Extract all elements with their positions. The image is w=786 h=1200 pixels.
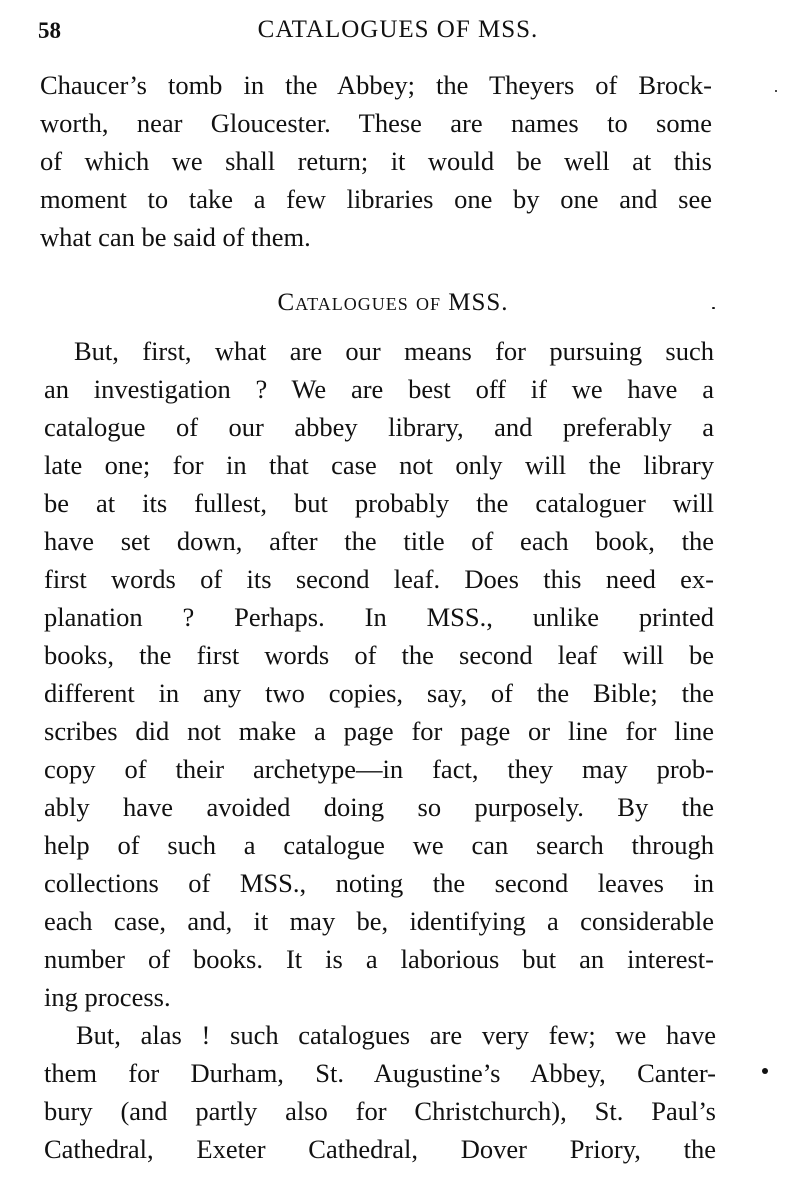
body-line: bury (and partly also for Christchurch), St. Paul’s <box>44 1096 716 1126</box>
body-line: planation ? Perhaps. In MSS., unlike printed <box>44 602 714 632</box>
body-line: help of such a catalogue we can search through <box>44 830 714 860</box>
body-line: books, the first words of the second leaf will be <box>44 640 714 670</box>
body-line: late one; for in that case not only will the library <box>44 450 714 480</box>
body-line: have set down, after the title of each book, the <box>44 526 714 556</box>
body-line: catalogue of our abbey library, and preferably a <box>44 412 714 442</box>
body-line: collections of MSS., noting the second leaves in <box>44 868 714 898</box>
body-line: ably have avoided doing so purposely. By the <box>44 792 714 822</box>
body-line: moment to take a few libraries one by one and see <box>40 184 712 214</box>
body-line: But, first, what are our means for pursuing such <box>74 336 714 366</box>
body-line: ing process. <box>44 982 171 1012</box>
body-line: But, alas ! such catalogues are very few; we have <box>76 1020 716 1050</box>
body-line: first words of its second leaf. Does this need ex- <box>44 564 714 594</box>
ink-speck <box>712 307 715 309</box>
section-heading: Catalogues of MSS. <box>277 289 509 316</box>
body-line: of which we shall return; it would be well at this <box>40 146 712 176</box>
body-line: worth, near Gloucester. These are names to some <box>40 108 712 138</box>
ink-speck <box>762 1068 768 1074</box>
body-line: be at its fullest, but probably the cataloguer will <box>44 488 714 518</box>
body-line: number of books. It is a laborious but an interest- <box>44 944 714 974</box>
body-line: each case, and, it may be, identifying a considerable <box>44 906 714 936</box>
body-line: them for Durham, St. Augustine’s Abbey, Canter- <box>44 1058 716 1088</box>
page-number: 58 <box>38 18 61 43</box>
body-line: Cathedral, Exeter Cathedral, Dover Priory, the <box>44 1134 716 1164</box>
body-line: Chaucer’s tomb in the Abbey; the Theyers of Brock- <box>40 70 712 100</box>
body-line: scribes did not make a page for page or line for line <box>44 716 714 746</box>
running-title: CATALOGUES OF MSS. <box>257 16 539 43</box>
page-header <box>38 14 758 50</box>
body-line: what can be said of them. <box>40 222 311 252</box>
body-line: different in any two copies, say, of the Bible; the <box>44 678 714 708</box>
ink-speck <box>775 90 777 92</box>
body-line: an investigation ? We are best off if we have a <box>44 374 714 404</box>
body-line: copy of their archetype—in fact, they may prob- <box>44 754 714 784</box>
